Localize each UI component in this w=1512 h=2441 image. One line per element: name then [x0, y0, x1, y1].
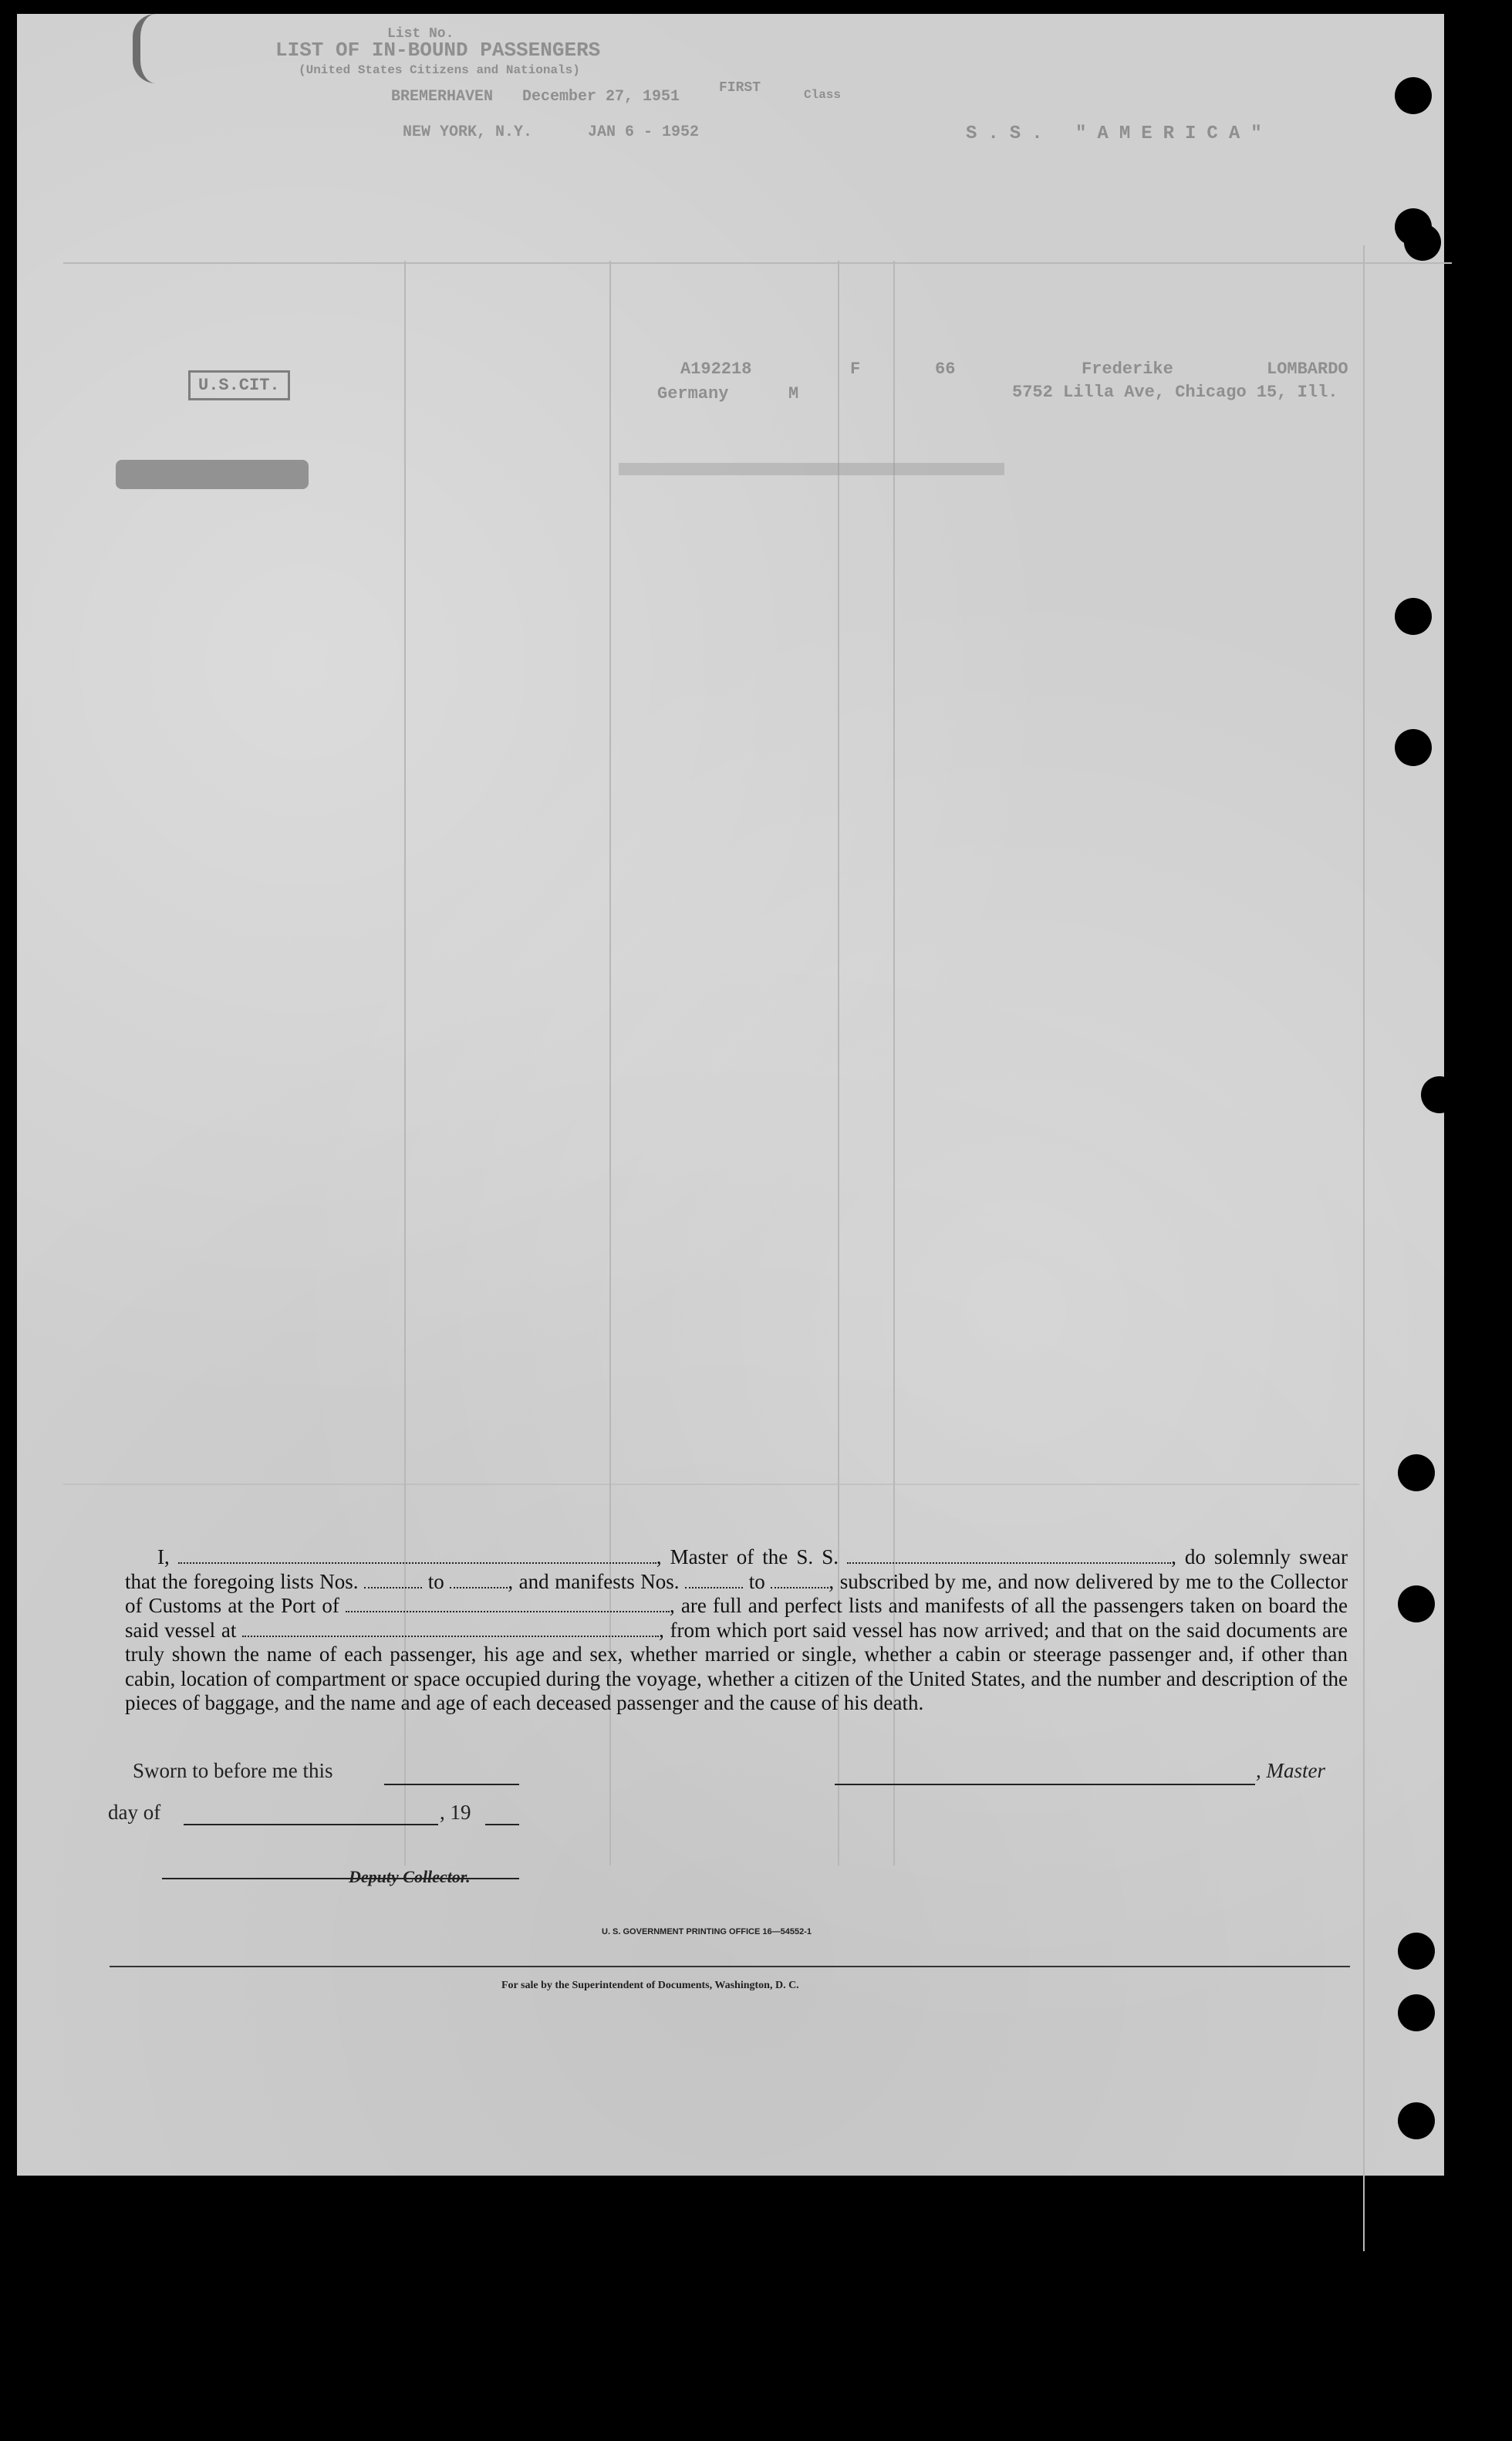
- vessel-name: S.S. "AMERICA": [966, 123, 1273, 144]
- oath-manifests: , and manifests Nos.: [508, 1569, 680, 1593]
- list-number-label: List No.: [387, 26, 454, 42]
- class-value: FIRST: [719, 80, 761, 96]
- oath-paragraph: [125, 1545, 1348, 1716]
- oath-from-which: , from which port said vessel has now arrived; and that on the said documents are truly shown the name of each passenger, his age and sex, whether married or single, whether a cabin or steerage passenger and, if other than cabin, location of compartment or space occupied during the voyage, whether a citizen of the United States, and the number and description of the pieces of baggage, and the name and age of each deceased passenger and the cause of his death.: [125, 1618, 1348, 1714]
- punch-hole: [1421, 1076, 1458, 1113]
- citizen-stamp: U.S.CIT.: [188, 370, 290, 400]
- year-label: , 19: [440, 1801, 471, 1824]
- footer-rule: [110, 1966, 1350, 1967]
- manifest-subtitle: (United States Citizens and Nationals): [299, 63, 580, 77]
- document-page: [17, 14, 1444, 2176]
- master-name-blank[interactable]: [178, 1562, 656, 1564]
- arrival-date: JAN 6 - 1952: [588, 123, 700, 141]
- faint-note-line: [619, 463, 1004, 475]
- for-sale-notice: For sale by the Superintendent of Documents, Washington, D. C.: [501, 1980, 799, 1991]
- punch-hole: [1398, 2102, 1435, 2139]
- list-to-blank[interactable]: [450, 1587, 508, 1589]
- printing-office-imprint: U. S. GOVERNMENT PRINTING OFFICE 16—54552-1: [602, 1927, 812, 1936]
- port-blank[interactable]: [346, 1611, 670, 1612]
- punch-hole: [1398, 1454, 1435, 1491]
- row-rule: [63, 1484, 1359, 1485]
- sworn-day-blank[interactable]: [384, 1765, 519, 1785]
- punch-hole: [1398, 1933, 1435, 1970]
- passenger-number: A192218: [680, 360, 752, 379]
- oath-full-perfect: , are full and perfect lists and manifests of all the passengers taken on board the said vessel at: [125, 1594, 1348, 1642]
- master-label: , Master: [1256, 1759, 1325, 1782]
- punch-hole: [1395, 77, 1432, 114]
- handwritten-mark: [133, 14, 187, 83]
- day-of-label: day of: [108, 1801, 161, 1824]
- sailing-port: BREMERHAVEN: [391, 88, 494, 106]
- header-rule: [63, 262, 1452, 264]
- oath-swear: , do solemnly swear that the foregoing lists Nos.: [125, 1545, 1348, 1593]
- passenger-sex: F: [850, 360, 861, 379]
- manifest-to-blank[interactable]: [771, 1587, 829, 1589]
- punch-hole: [1398, 1994, 1435, 2031]
- manifest-from-blank[interactable]: [685, 1587, 743, 1589]
- year-blank[interactable]: [485, 1805, 519, 1825]
- sworn-label: Sworn to before me this: [133, 1759, 333, 1782]
- punch-hole: [1398, 1585, 1435, 1622]
- oath-subscribed: , subscribed by me, and now delivered by me to the Collector of Customs at the Port of: [125, 1569, 1348, 1617]
- departure-port-blank[interactable]: [242, 1636, 659, 1637]
- manifest-title: LIST OF IN-BOUND PASSENGERS: [275, 39, 601, 62]
- passenger-age: 66: [935, 360, 956, 379]
- passenger-address: 5752 Lilla Ave, Chicago 15, Ill.: [1012, 383, 1338, 402]
- passenger-surname: LOMBARDO: [1267, 360, 1348, 379]
- sailing-date: December 27, 1951: [522, 88, 680, 106]
- oath-to-1: to: [427, 1569, 444, 1593]
- passenger-marital: M: [788, 384, 799, 403]
- oath-master-of: , Master of the S. S.: [656, 1545, 839, 1568]
- class-label: Class: [804, 88, 842, 102]
- passenger-country: Germany: [657, 384, 729, 403]
- list-from-blank[interactable]: [364, 1587, 422, 1589]
- punch-hole: [1395, 598, 1432, 635]
- column-divider: [1363, 245, 1365, 2251]
- passenger-given-name: Frederike: [1082, 360, 1173, 379]
- oath-i: I,: [157, 1545, 170, 1568]
- punch-hole: [1404, 224, 1441, 261]
- month-blank[interactable]: [184, 1805, 438, 1825]
- arrival-port: NEW YORK, N.Y.: [403, 123, 533, 141]
- oath-to-2: to: [748, 1569, 765, 1593]
- deputy-collector-label: Deputy Collector.: [349, 1867, 471, 1886]
- vessel-name-blank[interactable]: [847, 1562, 1171, 1564]
- master-signature-blank[interactable]: [835, 1765, 1255, 1785]
- date-stamp-mark: [116, 460, 309, 489]
- punch-hole: [1395, 729, 1432, 766]
